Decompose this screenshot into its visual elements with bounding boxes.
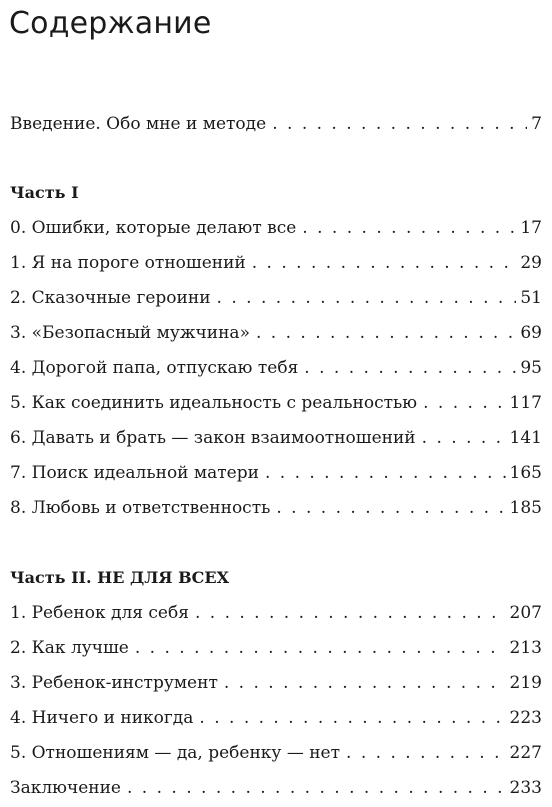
toc-entry-label: 7. Поиск идеальной матери	[10, 463, 259, 483]
dot-leader	[346, 739, 506, 767]
toc-page-number: 233	[509, 778, 542, 798]
toc-entry[interactable]	[10, 494, 542, 522]
toc-entry-label: 8. Любовь и ответственность	[10, 498, 271, 518]
toc-entry-label: 1. Я на пороге отношений	[10, 253, 246, 273]
toc-entry-label: 4. Дорогой папа, отпускаю тебя	[10, 358, 299, 378]
dot-leader	[224, 669, 506, 697]
dot-leader	[272, 110, 527, 138]
dot-leader	[302, 214, 516, 242]
toc-entry[interactable]	[10, 599, 542, 627]
toc-entry-introduction[interactable]	[10, 110, 542, 138]
dot-leader	[217, 284, 517, 312]
toc-entry[interactable]	[10, 634, 542, 662]
toc-page-number: 165	[509, 463, 542, 483]
toc-entry-label: 6. Давать и брать — закон взаимоотношений	[10, 428, 416, 448]
dot-leader	[127, 774, 506, 802]
toc-entry[interactable]	[10, 319, 542, 347]
toc-page-number: 227	[509, 743, 542, 763]
dot-leader	[135, 634, 506, 662]
toc-entry-label: 3. «Безопасный мужчина»	[10, 323, 250, 343]
toc-entry[interactable]	[10, 459, 542, 487]
dot-leader	[195, 599, 506, 627]
toc-page-number: 213	[509, 638, 542, 658]
toc-entry-label: 0. Ошибки, которые делают все	[10, 218, 297, 238]
dot-leader	[304, 354, 516, 382]
toc-entry-label: Заключение	[10, 778, 121, 798]
toc-entry-label: 2. Как лучше	[10, 638, 129, 658]
toc-entry[interactable]	[10, 389, 542, 417]
toc-page-number: 141	[509, 428, 542, 448]
dot-leader	[423, 389, 505, 417]
dot-leader	[276, 494, 505, 522]
toc-entry[interactable]	[10, 354, 542, 382]
dot-leader	[252, 249, 517, 277]
toc-entry[interactable]	[10, 704, 542, 732]
toc-entry[interactable]	[10, 424, 542, 452]
toc-page-number: 17	[520, 218, 542, 238]
toc-page-number: 185	[509, 498, 542, 518]
toc-page-number: 207	[509, 603, 542, 623]
toc-page-number: 219	[509, 673, 542, 693]
toc-entry-conclusion[interactable]	[10, 774, 542, 802]
toc-entry-label: 5. Как соединить идеальность с реальностью	[10, 393, 418, 413]
page-title: Содержание	[9, 6, 212, 41]
toc-entry[interactable]	[10, 249, 542, 277]
toc-page-number: 7	[531, 114, 542, 134]
toc-page-number: 29	[520, 253, 542, 273]
toc-entry[interactable]	[10, 739, 542, 767]
part-heading: Часть II. НЕ ДЛЯ ВСЕХ	[10, 568, 229, 587]
part-heading: Часть I	[10, 183, 79, 202]
toc-entry-label: 1. Ребенок для себя	[10, 603, 189, 623]
toc-entry-label: Введение. Обо мне и методе	[10, 114, 267, 134]
toc-entry-label: 5. Отношениям — да, ребенку — нет	[10, 743, 341, 763]
toc-entry-label: 4. Ничего и никогда	[10, 708, 194, 728]
toc-page-number: 95	[520, 358, 542, 378]
dot-leader	[422, 424, 506, 452]
toc-entry[interactable]	[10, 669, 542, 697]
toc-page-number: 51	[520, 288, 542, 308]
toc-entry-label: 2. Сказочные героини	[10, 288, 211, 308]
toc-page-number: 69	[520, 323, 542, 343]
toc-entry-label: 3. Ребенок-инструмент	[10, 673, 218, 693]
toc-entry[interactable]	[10, 284, 542, 312]
dot-leader	[256, 319, 516, 347]
toc-entry[interactable]	[10, 214, 542, 242]
dot-leader	[199, 704, 505, 732]
dot-leader	[265, 459, 506, 487]
toc-page-number: 117	[509, 393, 542, 413]
toc-page-number: 223	[509, 708, 542, 728]
